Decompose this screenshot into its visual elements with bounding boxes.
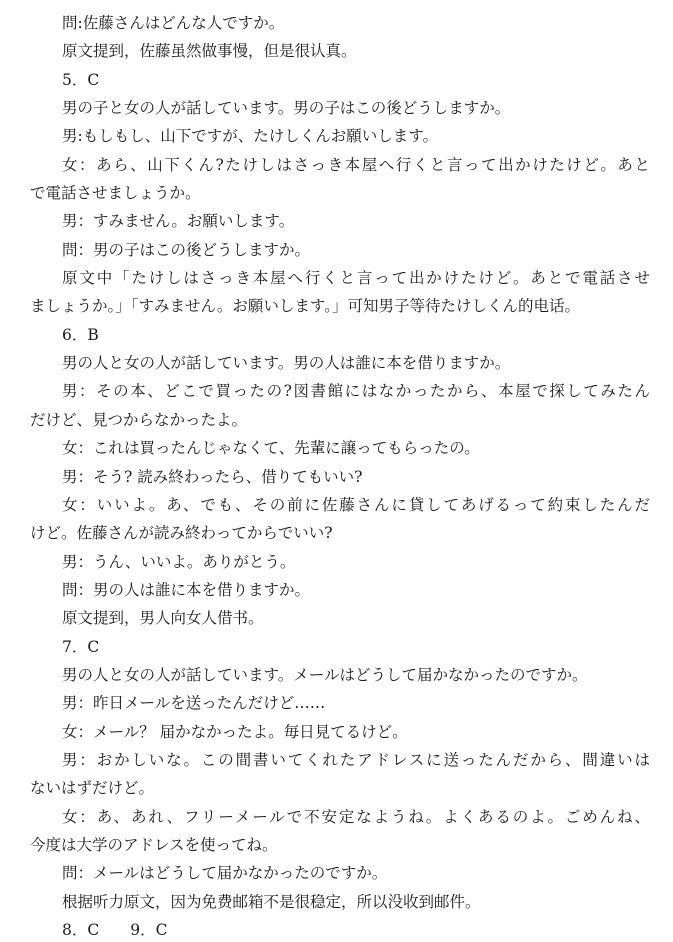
answer-heading: 6．B bbox=[62, 326, 99, 344]
answer-heading: 7．C bbox=[62, 638, 100, 656]
text-line: 原文中「たけしはさっき本屋へ行くと言って出かけたけど。あとで電話させ bbox=[62, 269, 650, 287]
text-line: 男の子と女の人が話しています。男の子はこの後どうしますか。 bbox=[62, 99, 511, 117]
text-line: 男：すみません。お願いします。 bbox=[62, 212, 295, 230]
text-line: 男:もしもし、山下ですが、たけしくんお願いします。 bbox=[62, 127, 438, 145]
text-line: 男の人と女の人が話しています。男の人は誰に本を借りますか。 bbox=[62, 354, 511, 372]
text-line: 男：そう? 読み終わったら、借りてもいい? bbox=[62, 468, 363, 486]
text-line: ないはずだけど。 bbox=[30, 779, 155, 797]
text-line: 女：これは買ったんじゃなくて、先輩に譲ってもらったの。 bbox=[62, 439, 480, 457]
text-line: 女：あら、山下くん?たけしはさっき本屋へ行くと言って出かけたけど。あと bbox=[62, 156, 650, 174]
text-line: 原文提到，佐藤虽然做事慢，但是很认真。 bbox=[62, 42, 357, 60]
text-line: 女：いいよ。あ、でも、その前に佐藤さんに貸してあげるって約束したんだ bbox=[62, 496, 650, 514]
text-line: 男：おかしいな。この間書いてくれたアドレスに送ったんだから、間違いは bbox=[62, 751, 650, 769]
text-line: 問：男の子はこの後どうしますか。 bbox=[62, 241, 311, 259]
text-line: 男：その本、どこで買ったの?図書館にはなかったから、本屋で探してみたん bbox=[62, 382, 650, 400]
text-line: 男：うん、いいよ。ありがとう。 bbox=[62, 553, 296, 571]
text-line: けど。佐藤さんが読み終わってからでいい? bbox=[30, 524, 333, 542]
text-line: 問：男の人は誰に本を借りますか。 bbox=[62, 581, 311, 599]
answer-heading: 8．C 9．C bbox=[62, 921, 168, 939]
text-line: だけど、見つからなかったよ。 bbox=[30, 411, 248, 429]
text-line: 女：あ、あれ、フリーメールで不安定なようね。よくあるのよ。ごめんね、 bbox=[62, 808, 650, 826]
answer-heading: 5．C bbox=[62, 71, 100, 89]
text-line: 今度は大学のアドレスを使ってね。 bbox=[30, 836, 278, 854]
text-line: 男の人と女の人が話しています。メールはどうして届かなかったのですか。 bbox=[62, 666, 588, 684]
text-line: 男：昨日メールを送ったんだけど…… bbox=[62, 694, 326, 712]
text-line: で電話させましょうか。 bbox=[30, 184, 201, 202]
text-line: 問:佐藤さんはどんな人ですか。 bbox=[62, 14, 285, 32]
text-line: 女：メール？ 届かなかったよ。毎日見てるけど。 bbox=[62, 723, 408, 741]
text-line: 問：メールはどうして届かなかったのですか。 bbox=[62, 864, 388, 882]
text-line: 根据听力原文，因为免费邮箱不是很稳定，所以没收到邮件。 bbox=[62, 893, 481, 911]
text-line: 原文提到，男人向女人借书。 bbox=[62, 609, 264, 627]
text-line: ましょうか。」「すみません。お願いします。」可知男子等待たけしくん的电话。 bbox=[30, 297, 580, 315]
